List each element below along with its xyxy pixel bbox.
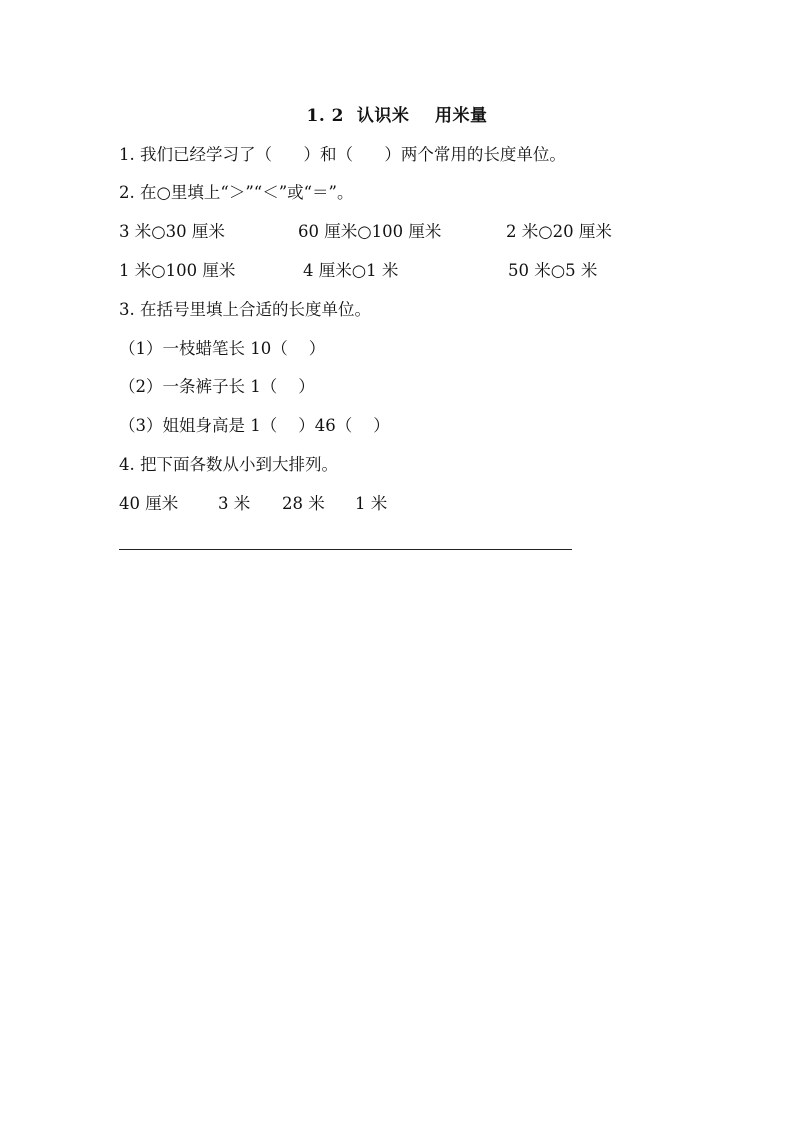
order-value: 3 米 <box>218 494 251 513</box>
compare-item: 50 米○5 米 <box>508 261 598 280</box>
question-1: 1. 我们已经学习了（ ）和（ ）两个常用的长度单位。 <box>119 145 566 164</box>
question-4-prompt: 4. 把下面各数从小到大排列。 <box>119 455 338 474</box>
worksheet-title: 1. 2 认识米 用米量 <box>306 106 488 126</box>
compare-item: 4 厘米○1 米 <box>303 261 399 280</box>
answer-line[interactable] <box>119 549 572 550</box>
order-value: 40 厘米 <box>119 494 179 513</box>
order-value: 1 米 <box>355 494 388 513</box>
compare-item: 60 厘米○100 厘米 <box>298 222 442 241</box>
compare-item: 3 米○30 厘米 <box>119 222 225 241</box>
compare-item: 2 米○20 厘米 <box>506 222 612 241</box>
question-2-prompt: 2. 在○里填上“＞”“＜”或“＝”。 <box>119 183 354 202</box>
compare-item: 1 米○100 厘米 <box>119 261 236 280</box>
question-3-prompt: 3. 在括号里填上合适的长度单位。 <box>119 300 371 319</box>
fill-unit-item: （1）一枝蜡笔长 10（ ） <box>119 339 326 358</box>
fill-unit-item: （2）一条裤子长 1（ ） <box>119 377 315 396</box>
fill-unit-item: （3）姐姐身高是 1（ ）46（ ） <box>119 416 390 435</box>
order-value: 28 米 <box>282 494 325 513</box>
